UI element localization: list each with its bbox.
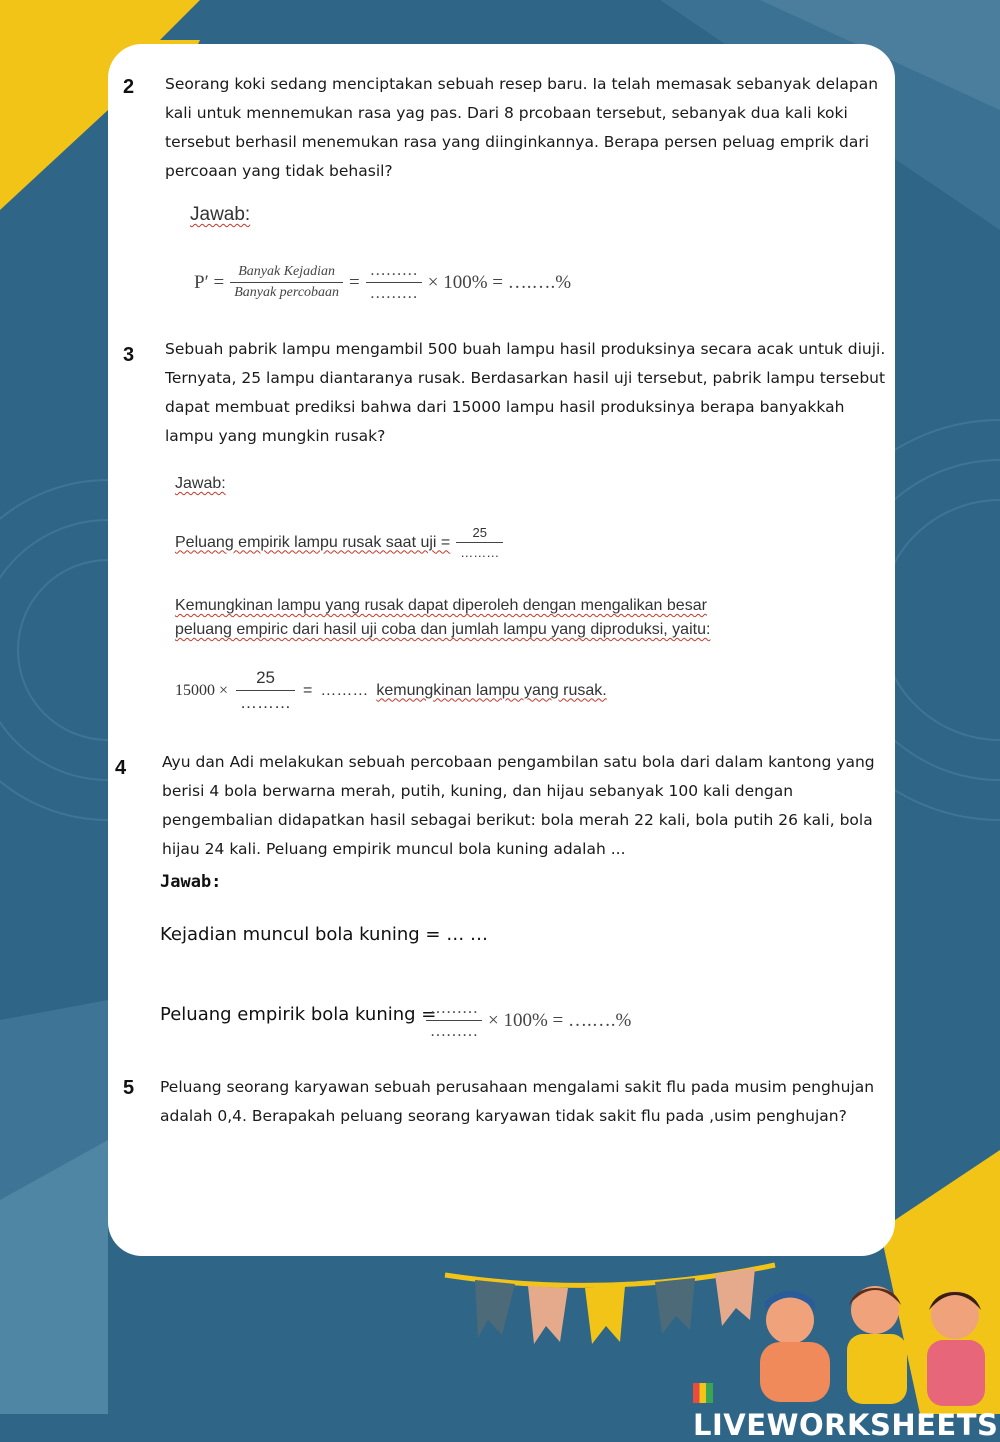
question-4-line2: Peluang empirik bola kuning = xyxy=(160,1004,437,1025)
question-2-text: Seorang koki sedang menciptakan sebuah resep baru. Ia telah memasak sebanyak delapan kali untuk mennemukan rasa yag pas. Dari 8 prcobaan tersebut, sebanyak dua kali koki tersebut berhasil menemukan rasa yang diinginkannya. Berapa persen peluag emprik dari percoaan yang tidak behasil? xyxy=(165,75,879,180)
bunting-decoration xyxy=(440,1260,780,1350)
formula-fraction xyxy=(230,264,343,301)
logo-icon xyxy=(693,1383,713,1403)
calc-equals: = xyxy=(303,681,313,699)
explanation-line-2: peluang empiric dari hasil uji coba dan jumlah lampu yang diproduksi, yaitu: xyxy=(175,621,711,638)
q4-blank-denominator[interactable]: ……… xyxy=(426,1020,482,1041)
calc-result-blank[interactable]: ……… xyxy=(320,681,369,699)
percent-blank[interactable]: × 100% = ….….% xyxy=(427,271,572,293)
line1-fraction[interactable] xyxy=(456,525,503,560)
q4-fraction-blank[interactable] xyxy=(426,1000,482,1041)
explanation-line-1: Kemungkinan lampu yang rusak dapat diperoleh dengan mengalikan besar xyxy=(175,597,707,614)
blank-numerator[interactable]: ……… xyxy=(369,262,418,279)
question-4-number: 4 xyxy=(115,757,127,779)
question-5-number: 5 xyxy=(123,1077,135,1099)
calc-suffix: kemungkinan lampu yang rusak. xyxy=(376,681,607,699)
question-2-formula xyxy=(194,262,571,303)
question-2-number: 2 xyxy=(123,76,135,98)
formula-numerator: Banyak Kejadian xyxy=(238,264,336,279)
question-4-text: Ayu dan Adi melakukan sebuah percobaan pengambilan satu bola dari dalam kantong yang berisi 4 bola berwarna merah, putih, kuning, dan hijau sebanyak 100 kali dengan pengembalian didapatkan hasil sebagai berikut: bola merah 22 kali, bola putih 26 kali, bola hijau 24 kali. Peluang empirik muncul bola kuning adalah ... xyxy=(162,753,875,858)
blank-denominator[interactable]: ……… xyxy=(366,282,422,303)
question-3-answer-label: Jawab: xyxy=(175,475,226,492)
q4-blank-numerator[interactable]: ……… xyxy=(430,1000,478,1017)
question-3-text: Sebuah pabrik lampu mengambil 500 buah lampu hasil produksinya secara acak untuk diuji. Ternyata, 25 lampu diantaranya rusak. Berdasarkan hasil uji tersebut, pabrik lampu tersebut dapat membuat prediksi bahwa dari 15000 lampu hasil produksinya berapa banyakkah lampu yang mungkin rusak? xyxy=(165,340,886,445)
formula-denominator: Banyak percobaan xyxy=(230,282,343,301)
q4-percent-blank[interactable]: × 100% = ….….% xyxy=(488,1009,632,1031)
logo-text: LIVEWORKSHEETS xyxy=(693,1408,999,1442)
formula-equals: = xyxy=(349,271,360,293)
line1-text: Peluang empirik lampu rusak saat uji = xyxy=(175,533,451,551)
question-3-explanation xyxy=(175,594,710,642)
line1-numerator: 25 xyxy=(472,525,487,540)
calc-denominator[interactable]: ……… xyxy=(236,690,295,713)
calc-prefix: 15000 × xyxy=(175,681,229,699)
question-4-answer-label: Jawab: xyxy=(160,872,222,892)
liveworksheets-logo xyxy=(693,1374,1000,1442)
question-3-line1 xyxy=(175,525,503,560)
question-5-text: Peluang seorang karyawan sebuah perusahaan mengalami sakit flu pada musim penghujan adalah 0,4. Berapakah peluang seorang karyawan tidak sakit flu pada ,usim penghujan? xyxy=(160,1078,875,1125)
question-3-number: 3 xyxy=(123,344,135,366)
calc-fraction[interactable] xyxy=(236,668,295,713)
answer-fraction-blank[interactable] xyxy=(366,262,422,303)
formula-lhs: P′ = xyxy=(194,271,225,293)
question-3-calculation xyxy=(175,668,607,713)
calc-numerator: 25 xyxy=(256,668,275,687)
question-4-formula xyxy=(426,1000,631,1041)
question-2-answer-label: Jawab: xyxy=(190,204,251,225)
line1-denominator[interactable]: ……… xyxy=(456,542,503,560)
question-4-line1[interactable]: Kejadian muncul bola kuning = … … xyxy=(160,924,488,945)
